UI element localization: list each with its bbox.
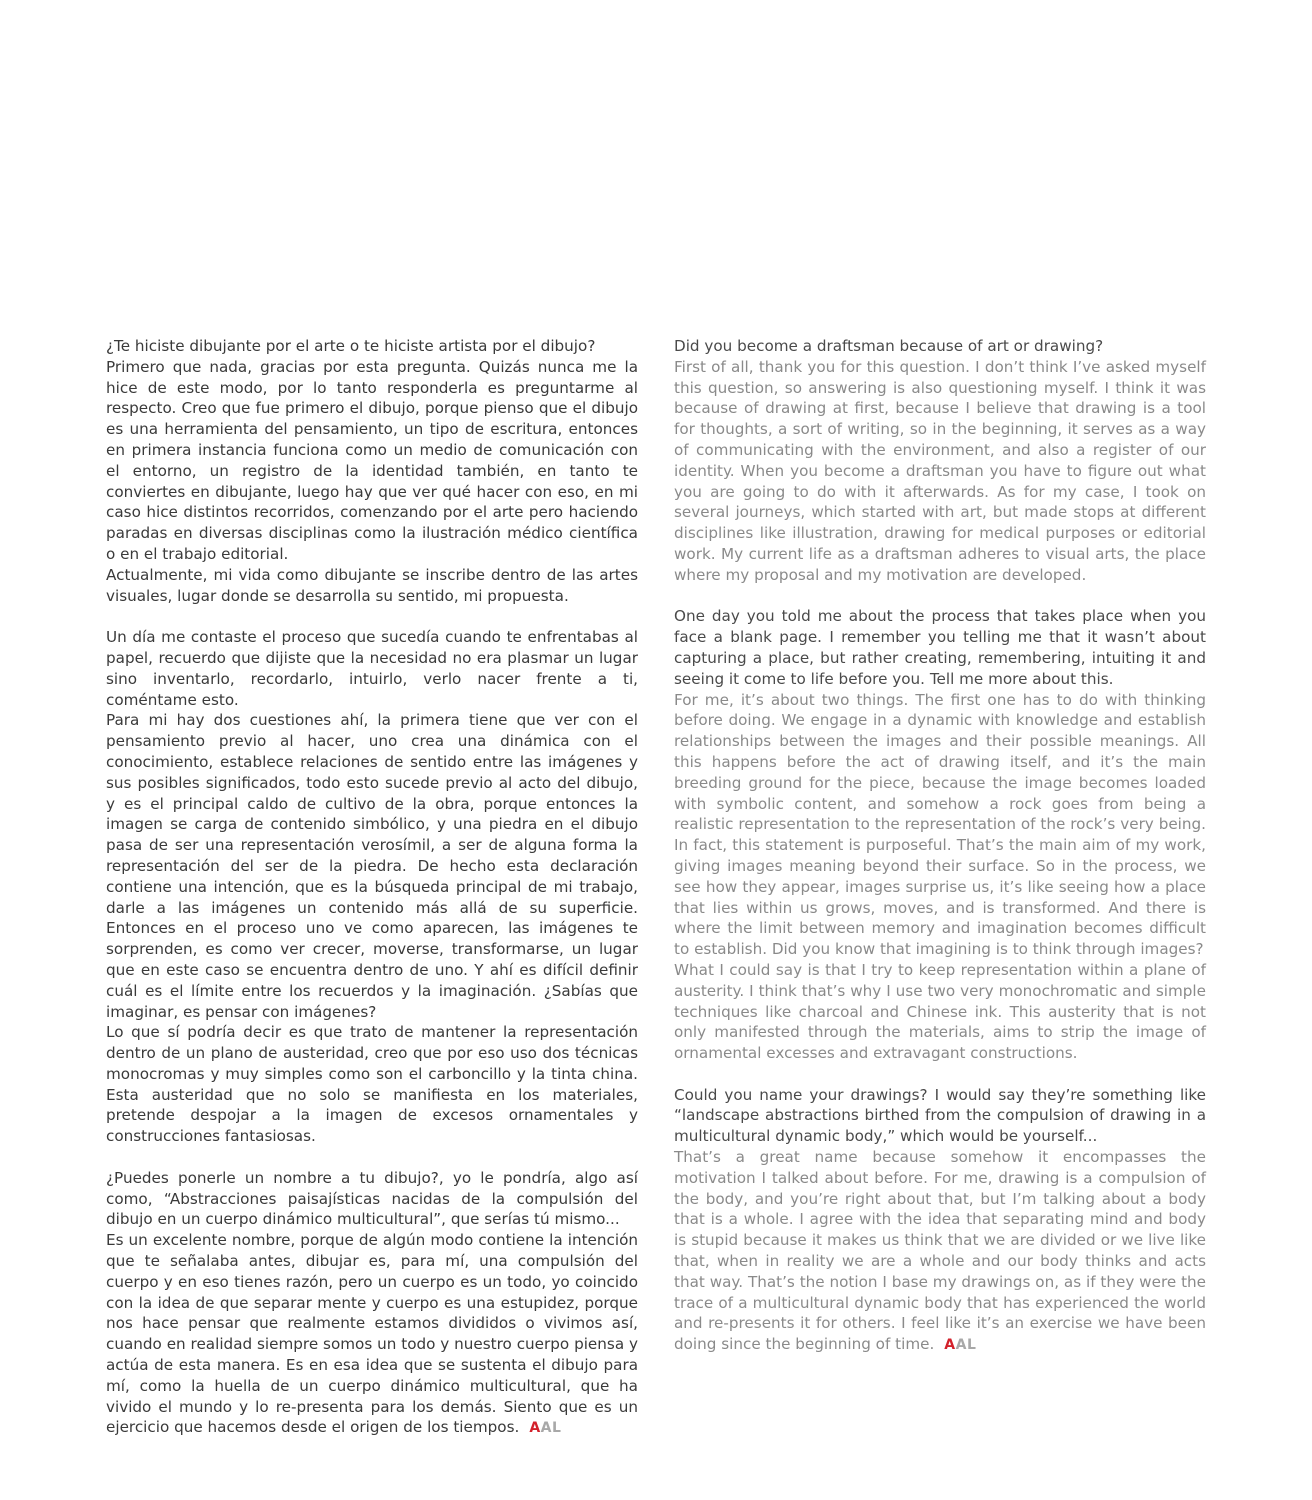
interview-block-2-en (674, 606, 1206, 1064)
question-1-es: ¿Te hiciste dibujante por el arte o te hiciste artista por el dibujo? (106, 337, 596, 355)
interview-block-3-es (106, 1168, 638, 1439)
answer-1a-en: First of all, thank you for this question. I don’t think I’ve asked myself this question, so answering is also questioning myself. I think it was because of drawing at first, because I believe that drawing is a tool for thoughts, a sort of writing, so in the beginning, it serves as a way of communicating with the environment, and also a register of our identity. When you become a draftsman you have to figure out what you are going to do with it afterwards. As for my case, I took on several journeys, which started with art, but made stops at different disciplines like illustration, drawing for medical purposes or editorial work. My current life as a draftsman adheres to visual arts, the place where my proposal and my motivation are developed. (674, 357, 1206, 584)
answer-1a-es: Primero que nada, gracias por esta pregunta. Quizás nunca me la hice de este modo, por lo tanto responderla es preguntarme al respecto. Creo que fue primero el dibujo, porque pienso que el dibujo es una herramienta del pensamiento, un tipo de escritura, entonces en primera instancia funciona como un medio de comunicación con el entorno, un registro de la identidad también, en tanto te conviertes en dibujante, luego hay que ver qué hacer con eso, en mi caso hice distintos recorridos, comenzando por el arte pero haciendo paradas en diversas disciplinas como la ilustración médico científica o en el trabajo editorial. (106, 357, 638, 563)
answer-2b-es: Lo que sí podría decir es que trato de mantener la representación dentro de un plano de austeridad, creo que por eso uso dos técnicas monocromas y muy simples como son el carboncillo y la tinta china. Esta austeridad que no solo se manifiesta en los materiales, pretende despojar a la imagen de excesos ornamentales y construcciones fantasiosas. (106, 1023, 638, 1146)
answer-3a-en-text: That’s a great name because somehow it encompasses the motivation I talked about before. For me, drawing is a compulsion of the body, and you’re right about that, but I’m talking about a body that is a whole. I agree with the idea that separating mind and body is stupid because it makes us think that we are divided or we live like that, when in reality we are a whole and our body thinks and acts that way. That’s the notion I base my drawings on, as if they were the trace of a multicultural dynamic body that has experienced the world and re-presents it for others. I feel like it’s an exercise we have been doing since the beginning of time. (674, 1148, 1206, 1354)
magazine-signature-logo (944, 1335, 976, 1356)
signature-first-letter: A (944, 1337, 956, 1354)
signature-rest: AL (955, 1337, 977, 1354)
answer-2b-en: What I could say is that I try to keep representation within a plane of austerity. I think that’s why I use two very monochromatic and simple techniques like charcoal and Chinese ink. This austerity that is not only manifested through the materials, aims to strip the image of ornamental excesses and extravagant constructions. (674, 960, 1206, 1063)
question-1-en: Did you become a draftsman because of art or drawing? (674, 337, 1104, 355)
magazine-signature-logo (529, 1418, 561, 1439)
answer-3a-es-text: Es un excelente nombre, porque de algún modo contiene la intención que te señalaba antes, dibujar es, para mí, una compulsión del cuerpo y en eso tienes razón, pero un cuerpo es un todo, yo coincido con la idea de que separar mente y cuerpo es una estupidez, porque nos hace pensar que realmente estamos divididos o vivimos así, cuando en realidad siempre somos un todo y nuestro cuerpo piensa y actúa de esta manera. Es en esa idea que se sustenta el dibujo para mí, como la huella de un cuerpo dinámico multicultural, que ha vivido el mundo y lo re-presenta para los demás. Siento que es un ejercicio que hacemos desde el origen de los tiempos. (106, 1231, 638, 1437)
question-3-es: ¿Puedes ponerle un nombre a tu dibujo?, yo le pondría, algo así como, “Abstracciones paisajísticas nacidas de la compulsión del dibujo en un cuerpo dinámico multicultural”, que serías tú mismo... (106, 1168, 638, 1229)
answer-2a-en: For me, it’s about two things. The first one has to do with thinking before doing. We engage in a dynamic with knowledge and establish relationships between the images and their possible meanings. All this happens before the act of drawing itself, and it’s the main breeding ground for the piece, because the image becomes loaded with symbolic content, and somehow a rock goes from being a realistic representation to the representation of the rock’s very being. In fact, this statement is purposeful. That’s the main aim of my work, giving images meaning beyond their surface. So in the process, we see how they appear, images surprise us, it’s like seeing how a place that lies within us grows, moves, and is transformed. And there is where the limit between memory and imagination becomes difficult to establish. Did you know that imagining is to think through images? (674, 690, 1206, 959)
interview-block-2-es (106, 627, 638, 1147)
answer-3a-en (674, 1147, 1206, 1356)
interview-block-1-es (106, 336, 638, 606)
spanish-column (106, 336, 638, 1439)
question-2-es: Un día me contaste el proceso que sucedía cuando te enfrentabas al papel, recuerdo que dijiste que la necesidad no era plasmar un lugar sino inventarlo, recordarlo, intuirlo, verlo nacer frente a ti, coméntame esto. (106, 628, 638, 709)
signature-first-letter: A (529, 1420, 541, 1437)
interview-block-1-en (674, 336, 1206, 586)
answer-1b-es: Actualmente, mi vida como dibujante se inscribe dentro de las artes visuales, lugar donde se desarrolla su sentido, mi propuesta. (106, 565, 638, 605)
interview-block-3-en (674, 1085, 1206, 1356)
question-3-en: Could you name your drawings? I would say they’re something like “landscape abstractions birthed from the compulsion of drawing in a multicultural dynamic body,” which would be yourself... (674, 1085, 1206, 1146)
signature-rest: AL (540, 1420, 562, 1437)
question-2-en: One day you told me about the process that takes place when you face a blank page. I remember you telling me that it wasn’t about capturing a place, but rather creating, remembering, intuiting it and seeing it come to life before you. Tell me more about this. (674, 607, 1206, 688)
answer-2a-es: Para mi hay dos cuestiones ahí, la primera tiene que ver con el pensamiento previo al hacer, uno crea una dinámica con el conocimiento, establece relaciones de sentido entre las imágenes y sus posibles significados, todo esto sucede previo al acto del dibujo, y es el principal caldo de cultivo de la obra, porque entonces la imagen se carga de contenido simbólico, y una piedra en el dibujo pasa de ser una representación verosímil, a ser de alguna forma la representación del ser de la piedra. De hecho esta declaración contiene una intención, que es la búsqueda principal de mi trabajo, darle a las imágenes un contenido más allá de su superficie. Entonces en el proceso uno ve como aparecen, las imágenes te sorprenden, es como ver crecer, moverse, transformarse, un lugar que en este caso se encuentra dentro de uno. Y ahí es difícil definir cuál es el límite entre los recuerdos y la imaginación. ¿Sabías que imaginar, es pensar con imágenes? (106, 711, 638, 1021)
english-column (674, 336, 1206, 1356)
answer-3a-es (106, 1230, 638, 1439)
